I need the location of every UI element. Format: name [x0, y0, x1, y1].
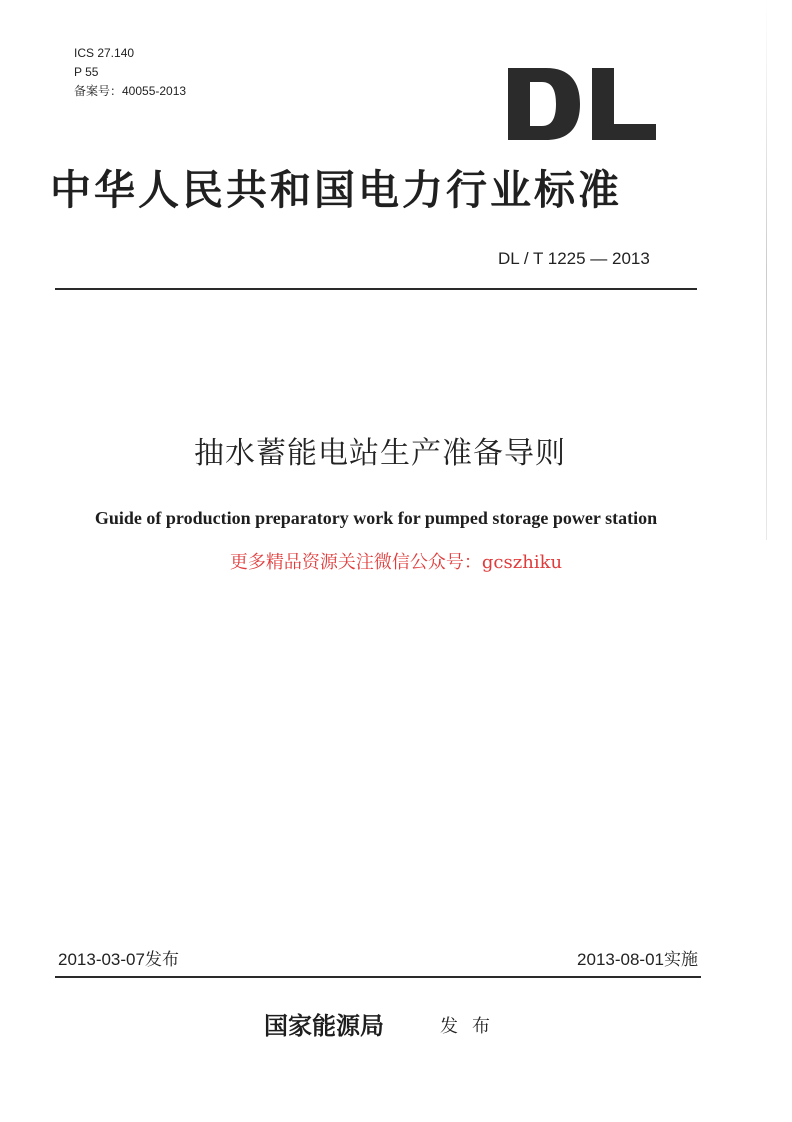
standard-heading: 中华人民共和国电力行业标准: [50, 166, 622, 214]
ics-code: ICS 27.140: [74, 46, 135, 60]
issuing-authority: 国家能源局: [264, 1011, 384, 1040]
standard-code: DL / T 1225 — 2013: [498, 249, 650, 268]
classification-code: P 55: [74, 65, 99, 79]
issue-date: 2013-03-07发布: [58, 950, 179, 969]
top-divider: [55, 288, 697, 290]
document-metadata: [74, 44, 186, 101]
document-title-english: Guide of production preparatory work for pumped storage power station: [94, 508, 658, 528]
implementation-date: 2013-08-01实施: [577, 950, 698, 969]
scan-edge-line: [766, 0, 767, 540]
promo-text: 更多精品资源关注微信公众号：gcszhiku: [229, 552, 563, 573]
document-title-chinese: 抽水蓄能电站生产准备导则: [194, 436, 566, 471]
bottom-divider: [55, 976, 701, 978]
dl-logo: [508, 68, 656, 140]
record-number: 备案号：40055-2013: [74, 84, 187, 98]
publish-label: 发布: [440, 1016, 504, 1037]
